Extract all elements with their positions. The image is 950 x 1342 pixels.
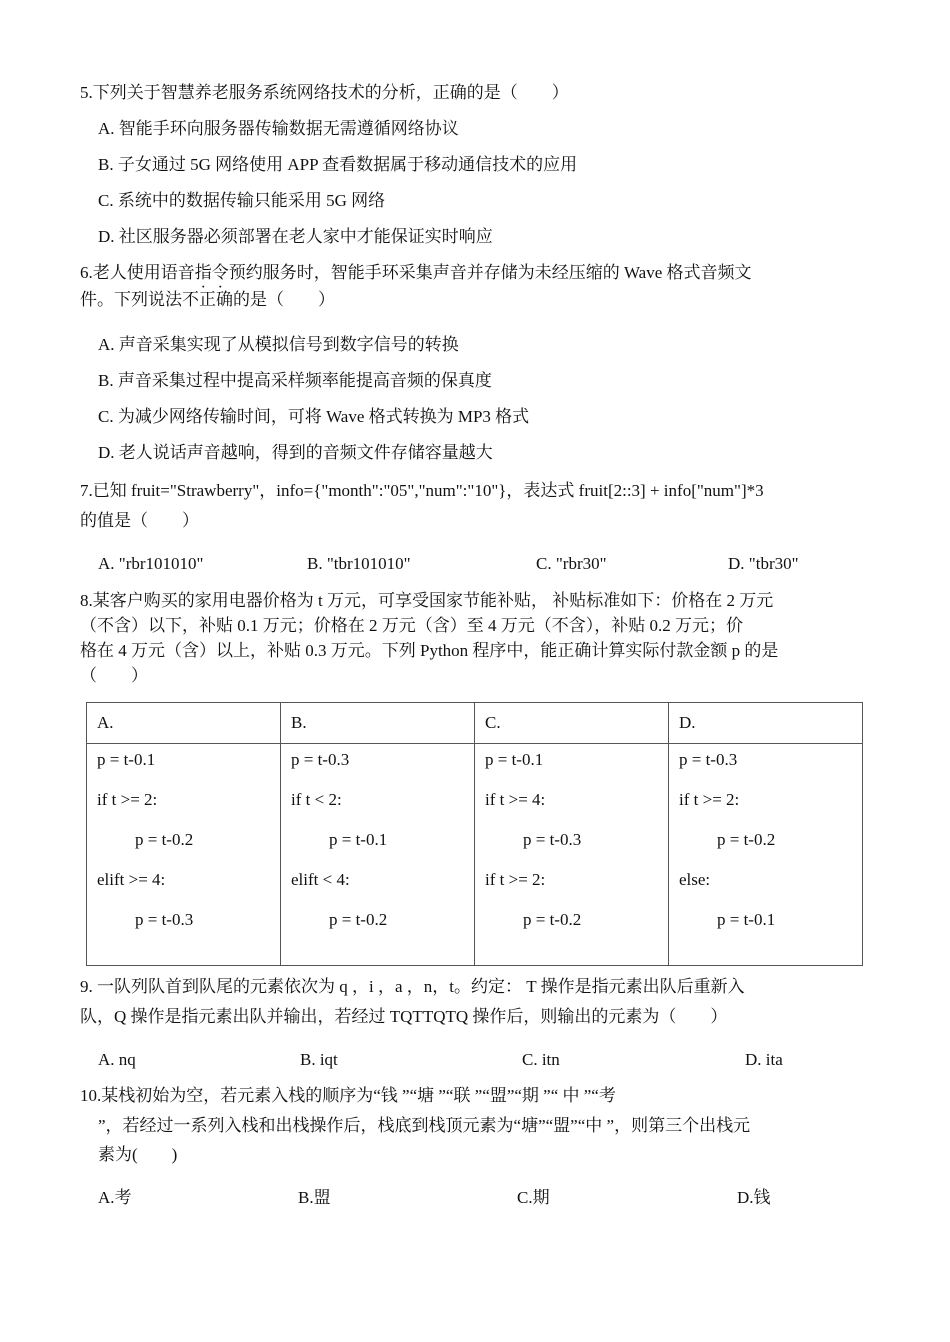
code-line: if t >= 4: (485, 790, 546, 809)
q8-code-b (281, 744, 475, 966)
q7-stem-line1: 7.已知 fruit="Strawberry"，info={"month":"05","num":"10"}，表达式 fruit[2::3] + info["num"]*3 (80, 481, 764, 500)
code-line: p = t-0.3 (135, 910, 194, 929)
q8-code-c (475, 744, 669, 966)
q5-stem: 5.下列关于智慧养老服务系统网络技术的分析，正确的是（ ） (80, 83, 569, 102)
code-line: p = t-0.2 (523, 910, 582, 929)
code-line: p = t-0.3 (291, 750, 350, 769)
q5-option-c: C. 系统中的数据传输只能采用 5G 网络 (98, 191, 386, 210)
q8-header-a: A. (87, 703, 281, 744)
q8-header-c: C. (475, 703, 669, 744)
q9-stem-line1: 9. 一队列队首到队尾的元素依次为 q ，i ，a ，n，t。约定： T 操作是指元素出队后重新入 (80, 977, 745, 996)
q8-header-b: B. (281, 703, 475, 744)
q9-stem-line2: 队，Q 操作是指元素出队并输出，若经过 TQTTQTQ 操作后，则输出的元素为（ ） (80, 1007, 728, 1026)
q10-option-a: A.考 (98, 1188, 132, 1207)
q8-stem-line3: 格在 4 万元（含）以上，补贴 0.3 万元。下列 Python 程序中，能正确计算实际付款金额 p 的是 (80, 641, 779, 660)
code-line: p = t-0.2 (329, 910, 388, 929)
q8-stem-line2: （不含）以下，补贴 0.1 万元；价格在 2 万元（含）至 4 万元（不含），补贴 0.2 万元；价 (80, 616, 743, 635)
code-line: elift < 4: (291, 870, 350, 889)
q7-stem-line2: 的值是（ ） (80, 511, 199, 530)
emphasis-dot-char: 令 (211, 263, 229, 282)
q10-option-b: B.盟 (298, 1188, 331, 1207)
q9-option-c: C. itn (522, 1050, 560, 1069)
q10-option-c: C.期 (517, 1188, 550, 1207)
q5-option-a: A. 智能手环向服务器传输数据无需遵循网络协议 (98, 119, 459, 138)
code-line: p = t-0.1 (485, 750, 544, 769)
emphasis-dot-char: 指 (194, 263, 212, 282)
table-header-row (87, 703, 863, 744)
q6-option-a: A. 声音采集实现了从模拟信号到数字信号的转换 (98, 335, 459, 354)
q6-stem-part-b: 预约服务时，智能手环采集声音并存储为未经压缩的 Wave 格式音频文 (228, 263, 752, 282)
q10-option-d: D.钱 (737, 1188, 771, 1207)
code-line: p = t-0.2 (717, 830, 776, 849)
q8-stem-line1: 8.某客户购买的家用电器价格为 t 万元，可享受国家节能补贴， 补贴标准如下：价格在 2 万元 (80, 591, 774, 610)
code-line: p = t-0.3 (679, 750, 738, 769)
q10-stem-line2: ”，若经过一系列入栈和出栈操作后，栈底到栈顶元素为“塘”“盟”“中 ”，则第三个出栈元 (98, 1116, 751, 1135)
q8-stem-line4: （ ） (80, 666, 148, 685)
table-row (87, 744, 863, 966)
code-line: else: (679, 870, 711, 889)
q6-option-c: C. 为减少网络传输时间，可将 Wave 格式转换为 MP3 格式 (98, 407, 530, 426)
q5-option-b: B. 子女通过 5G 网络使用 APP 查看数据属于移动通信技术的应用 (98, 155, 578, 174)
q8-header-d: D. (669, 703, 863, 744)
code-line: p = t-0.2 (135, 830, 194, 849)
q6-option-d: D. 老人说话声音越响，得到的音频文件存储容量越大 (98, 443, 493, 462)
q9-option-a: A. nq (98, 1050, 136, 1069)
code-line: if t < 2: (291, 790, 342, 809)
code-line: p = t-0.3 (523, 830, 582, 849)
q7-option-d: D. "tbr30" (728, 554, 799, 573)
q10-stem-line3: 素为( ) (98, 1145, 178, 1164)
q7-option-b: B. "tbr101010" (307, 554, 411, 573)
q7-option-a: A. "rbr101010" (98, 554, 204, 573)
code-line: elift >= 4: (97, 870, 166, 889)
code-line: p = t-0.1 (329, 830, 388, 849)
q10-stem-line1: 10.某栈初始为空，若元素入栈的顺序为“钱 ”“塘 ”“联 ”“盟”“期 ”“ 中 ”“考 (80, 1086, 616, 1105)
q6-stem-line2: 件。下列说法不正确的是（ ） (80, 290, 335, 309)
code-line: p = t-0.1 (97, 750, 156, 769)
q8-code-a (87, 744, 281, 966)
q6-option-b: B. 声音采集过程中提高采样频率能提高音频的保真度 (98, 371, 492, 390)
q6-stem-part-a: 6.老人使用语音 (80, 263, 195, 282)
code-line: if t >= 2: (679, 790, 740, 809)
q8-code-d (669, 744, 863, 966)
q9-option-b: B. iqt (300, 1050, 338, 1069)
code-line: p = t-0.1 (717, 910, 776, 929)
q9-option-d: D. ita (745, 1050, 783, 1069)
q6-stem-line1 (80, 261, 752, 285)
code-line: if t >= 2: (485, 870, 546, 889)
q5-option-d: D. 社区服务器必须部署在老人家中才能保证实时响应 (98, 227, 493, 246)
code-line: if t >= 2: (97, 790, 158, 809)
q8-options-table (86, 702, 863, 966)
q7-option-c: C. "rbr30" (536, 554, 607, 573)
